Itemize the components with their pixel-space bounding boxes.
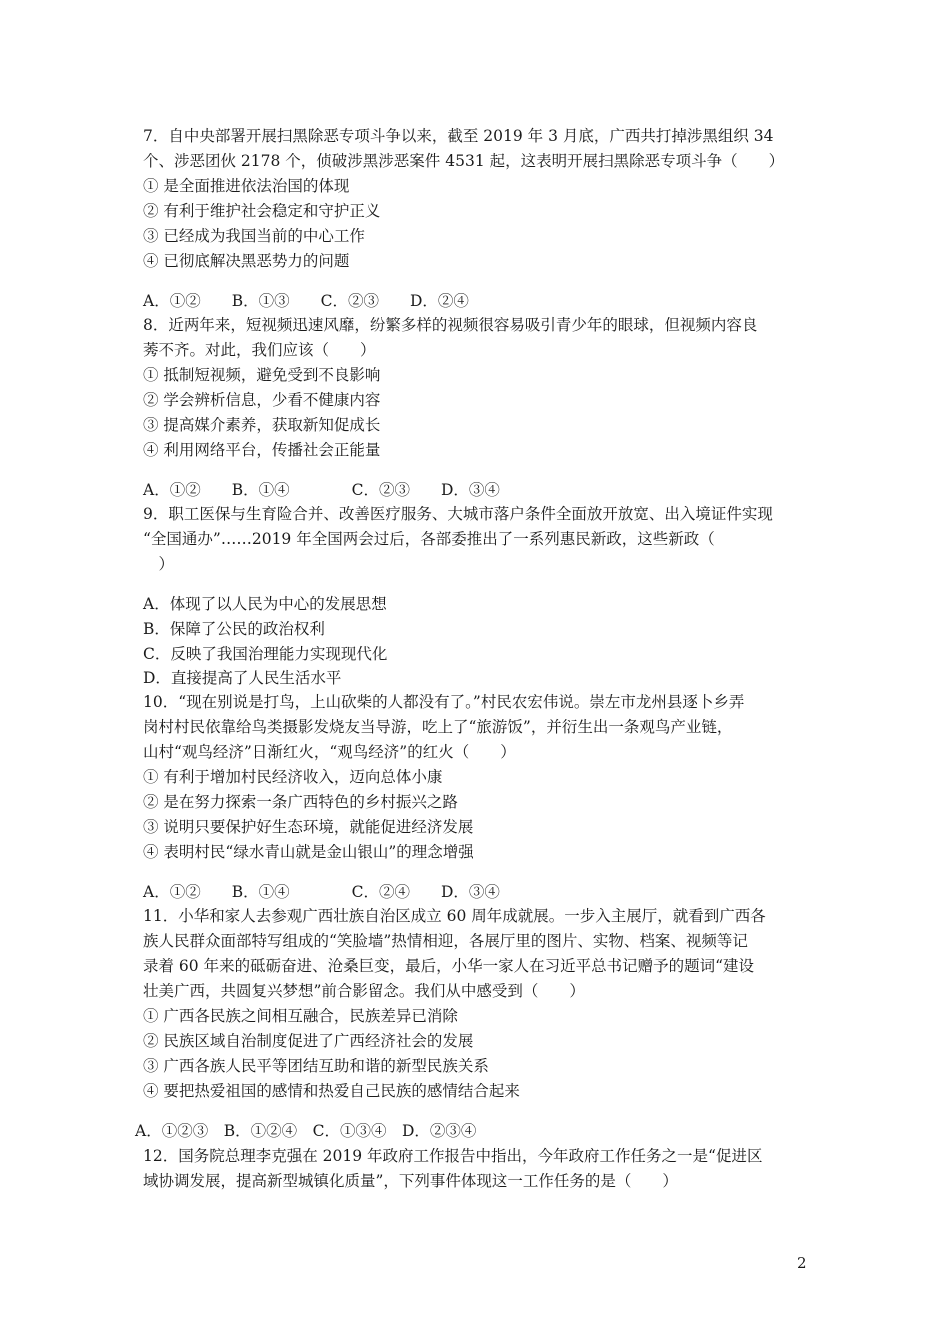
q8-options: A．①② B．①④ C．②③ D．③④ [143,481,500,499]
q11-stem-line-2: 族人民群众面部特写组成的“笑脸墙”热情相迎，各展厅里的图片、实物、档案、视频等记 [143,932,748,950]
q10-item-4: ④ 表明村民“绿水青山就是金山银山”的理念增强 [143,843,474,861]
q10-options: A．①② B．①④ C．②④ D．③④ [143,883,500,901]
q7-stem-line-2: 个、涉恶团伙 2178 个，侦破涉黑涉恶案件 4531 起，这表明开展扫黑除恶专项斗争（ ） [143,152,785,170]
q11-options: A．①②③ B．①②④ C．①③④ D．②③④ [135,1122,477,1140]
q9-stem-line-1: 9．职工医保与生育险合并、改善医疗服务、大城市落户条件全面放开放宽、出入境证件实现 [143,505,773,523]
q7-stem-line-1: 7．自中央部署开展扫黑除恶专项斗争以来，截至 2019 年 3 月底，广西共打掉涉黑组织 34 [143,127,774,145]
q10-stem-line-3: 山村“观鸟经济”日渐红火，“观鸟经济”的红火（ ） [143,743,516,761]
q9-option-b: B．保障了公民的政治权利 [143,620,325,638]
q10-item-3: ③ 说明只要保护好生态环境，就能促进经济发展 [143,818,474,836]
q8-stem-line-1: 8．近两年来，短视频迅速风靡，纷繁多样的视频很容易吸引青少年的眼球，但视频内容良 [143,316,758,334]
q7-item-2: ② 有利于维护社会稳定和守护正义 [143,202,381,220]
q8-item-1: ① 抵制短视频，避免受到不良影响 [143,366,381,384]
q9-option-c: C．反映了我国治理能力实现现代化 [143,645,388,663]
page-number: 2 [797,1254,807,1272]
q7-item-1: ① 是全面推进依法治国的体现 [143,177,350,195]
q10-item-2: ② 是在努力探索一条广西特色的乡村振兴之路 [143,793,458,811]
q7-item-4: ④ 已彻底解决黑恶势力的问题 [143,252,350,270]
q7-item-3: ③ 已经成为我国当前的中心工作 [143,227,365,245]
q11-stem-line-4: 壮美广西，共圆复兴梦想”前合影留念。我们从中感受到（ ） [143,982,585,1000]
q11-item-3: ③ 广西各族人民平等团结互助和谐的新型民族关系 [143,1057,489,1075]
q11-item-4: ④ 要把热爱祖国的感情和热爱自己民族的感情结合起来 [143,1082,520,1100]
q8-item-4: ④ 利用网络平台，传播社会正能量 [143,441,381,459]
q10-stem-line-1: 10．“现在别说是打鸟，上山砍柴的人都没有了。”村民农宏伟说。崇左市龙州县逐卜乡弄 [143,693,745,711]
q10-stem-line-2: 岗村村民依靠给鸟类摄影发烧友当导游，吃上了“旅游饭”，并衍生出一条观鸟产业链， [143,718,733,736]
q11-stem-line-3: 录着 60 年来的砥砺奋进、沧桑巨变，最后，小华一家人在习近平总书记赠予的题词“建设 [143,957,755,975]
q8-item-3: ③ 提高媒介素养，获取新知促成长 [143,416,381,434]
q11-item-2: ② 民族区域自治制度促进了广西经济社会的发展 [143,1032,474,1050]
q9-option-a: A．体现了以人民为中心的发展思想 [143,595,387,613]
q11-item-1: ① 广西各民族之间相互融合，民族差异已消除 [143,1007,458,1025]
q10-item-1: ① 有利于增加村民经济收入，迈向总体小康 [143,768,443,786]
q9-option-d: D．直接提高了人民生活水平 [143,669,342,687]
q8-stem-line-2: 莠不齐。对此，我们应该（ ） [143,341,376,359]
q11-stem-line-1: 11．小华和家人去参观广西壮族自治区成立 60 周年成就展。一步入主展厅，就看到广西各 [143,907,766,925]
q7-options: A．①② B．①③ C．②③ D．②④ [143,292,469,310]
q8-item-2: ② 学会辨析信息，少看不健康内容 [143,391,381,409]
q12-stem-line-1: 12．国务院总理李克强在 2019 年政府工作报告中指出，今年政府工作任务之一是“促进区 [143,1147,763,1165]
q9-stem-line-3: ） [143,555,175,573]
q12-stem-line-2: 域协调发展，提高新型城镇化质量”，下列事件体现这一工作任务的是（ ） [143,1172,678,1190]
q9-stem-line-2: “全国通办”……2019 年全国两会过后，各部委推出了一系列惠民新政，这些新政（ [143,530,715,548]
